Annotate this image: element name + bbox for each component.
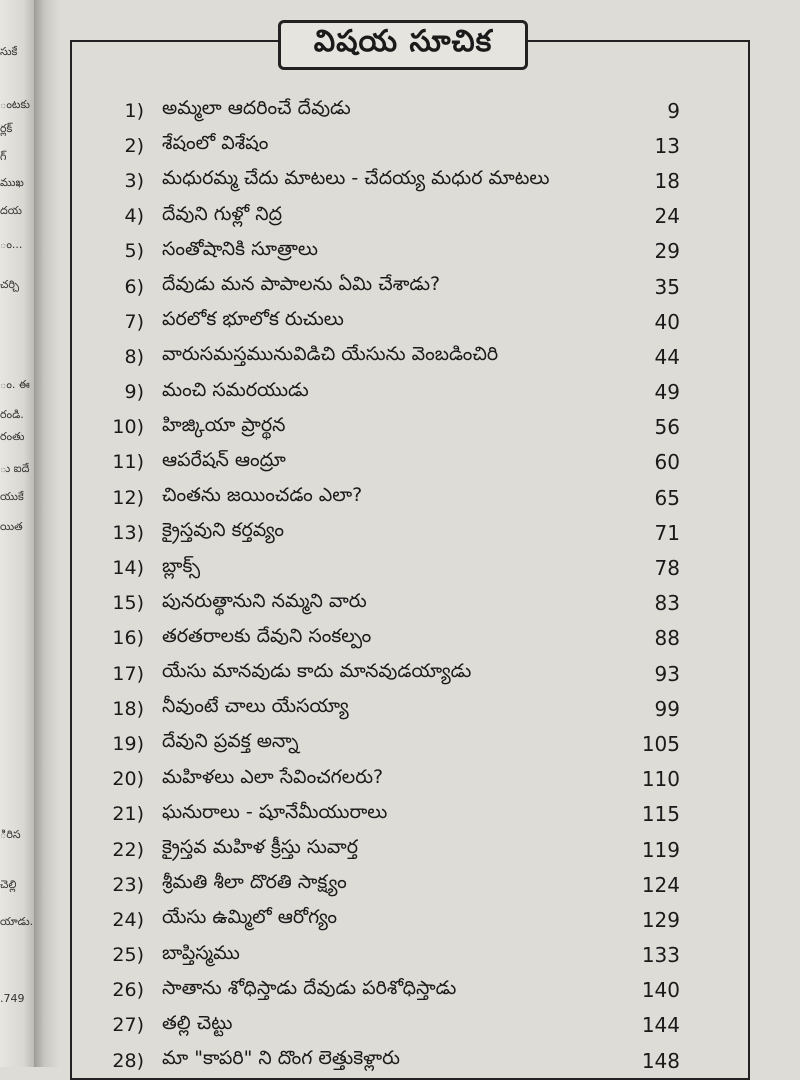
entry-number: 5) xyxy=(124,240,144,263)
entry-title: నీవుంటే చాలు యేసయ్యా xyxy=(162,695,349,718)
left-page-text-fragment: చెల్లి xyxy=(0,878,17,891)
entry-number: 24) xyxy=(112,908,144,931)
entry-title: బాప్తిస్మము xyxy=(162,941,240,964)
toc-entry xyxy=(100,832,680,867)
entry-title: బ్లాక్స్ xyxy=(162,554,201,577)
entry-page-number: 105 xyxy=(641,731,680,756)
toc-entry xyxy=(100,515,680,550)
entry-page-number: 71 xyxy=(654,520,680,545)
entry-title: మహిళలు ఎలా సేవించగలరు? xyxy=(162,765,384,788)
left-page-text-fragment: యిత xyxy=(0,520,23,533)
entry-title: హిజ్కియా ప్రార్థన xyxy=(162,413,286,436)
entry-number: 27) xyxy=(112,1014,144,1037)
entry-number: 26) xyxy=(112,979,144,1002)
toc-entry xyxy=(100,163,680,198)
left-page-text-fragment: ు ఐదే xyxy=(0,462,30,475)
toc-entry xyxy=(100,691,680,726)
entry-page-number: 83 xyxy=(654,591,680,616)
entry-page-number: 18 xyxy=(654,168,680,193)
entry-number: 1) xyxy=(124,99,144,122)
entry-title: మంచి సమరయుడు xyxy=(162,378,309,401)
toc-entry xyxy=(100,93,680,128)
toc-entry xyxy=(100,621,680,656)
toc-entry xyxy=(100,339,680,374)
entry-number: 20) xyxy=(112,768,144,791)
entry-title: అమ్మలా ఆదరించే దేవుడు xyxy=(162,97,351,120)
entry-page-number: 110 xyxy=(641,767,680,792)
left-page-text-fragment: చర్చి xyxy=(0,278,20,291)
toc-entry xyxy=(100,304,680,339)
left-page-text-fragment: యాడు. xyxy=(0,915,34,928)
entry-page-number: 40 xyxy=(654,309,680,334)
left-page-text-fragment: ిరిస xyxy=(0,828,21,841)
toc-title: విషయ సూచిక xyxy=(313,24,493,59)
toc-entry xyxy=(100,550,680,585)
entry-page-number: 29 xyxy=(654,239,680,264)
entry-number: 12) xyxy=(112,486,144,509)
entry-title: తల్లి చెట్టు xyxy=(162,1011,233,1034)
left-page-text-fragment: దయ xyxy=(0,204,22,217)
toc-entry xyxy=(100,902,680,937)
entry-page-number: 13 xyxy=(654,133,680,158)
entry-title: సంతోషానికి సూత్రాలు xyxy=(162,237,318,260)
entry-page-number: 35 xyxy=(654,274,680,299)
left-page-text-fragment: .749 xyxy=(0,992,25,1005)
toc-entry xyxy=(100,128,680,163)
toc-entry xyxy=(100,762,680,797)
entry-number: 18) xyxy=(112,697,144,720)
entry-number: 4) xyxy=(124,205,144,228)
entry-title: దేవుడు మన పాపాలను ఏమి చేశాడు? xyxy=(162,273,441,296)
entry-number: 13) xyxy=(112,521,144,544)
toc-entry xyxy=(100,269,680,304)
entry-page-number: 93 xyxy=(654,661,680,686)
left-page-text-fragment: రండి. xyxy=(0,408,24,421)
entry-title: యేసు ఉమ్మిలో ఆరోగ్యం xyxy=(162,906,338,929)
entry-title: శేషంలో విశేషం xyxy=(162,132,269,155)
left-page-text-fragment: ర్లక్ xyxy=(0,122,13,135)
entry-title: ఆపరేషన్ ఆంద్రూ xyxy=(162,448,286,471)
entry-title: మా "కాపరి" ని దొంగ లెత్తుకెళ్లారు xyxy=(162,1047,400,1070)
entry-page-number: 88 xyxy=(654,626,680,651)
entry-page-number: 56 xyxy=(654,415,680,440)
entry-number: 21) xyxy=(112,803,144,826)
toc-entry xyxy=(100,586,680,621)
entry-number: 23) xyxy=(112,873,144,896)
entry-number: 2) xyxy=(124,134,144,157)
entry-number: 15) xyxy=(112,592,144,615)
toc-entry xyxy=(100,797,680,832)
toc-entry xyxy=(100,1008,680,1043)
entry-title: క్రైస్తవ మహిళ క్రీస్తు సువార్త xyxy=(162,836,358,859)
entry-number: 3) xyxy=(124,169,144,192)
toc-entry xyxy=(100,1043,680,1078)
toc-title-box xyxy=(278,20,528,70)
entry-page-number: 148 xyxy=(641,1048,680,1073)
entry-page-number: 24 xyxy=(654,204,680,229)
entry-title: శ్రీమతి శీలా దొరతి సాక్ష్యం xyxy=(162,871,347,894)
entry-title: దేవుని ప్రవక్త అన్నా xyxy=(162,730,299,753)
entry-title: సాతాను శోధిస్తాడు దేవుడు పరిశోధిస్తాడు xyxy=(162,976,457,999)
left-page-text-fragment: ంటకు xyxy=(0,98,30,111)
entry-page-number: 140 xyxy=(641,978,680,1003)
toc-entry xyxy=(100,867,680,902)
entry-page-number: 49 xyxy=(654,380,680,405)
left-page-text-fragment: ం. ఈ xyxy=(0,378,30,391)
toc-entry xyxy=(100,656,680,691)
left-page-text-fragment: ముఖ xyxy=(0,176,24,189)
left-page-text-fragment: గ్ xyxy=(0,150,7,163)
book-gutter xyxy=(34,0,60,1067)
entry-title: తరతరాలకు దేవుని సంకల్పం xyxy=(162,624,372,647)
entry-page-number: 129 xyxy=(641,907,680,932)
entry-title: చింతను జయించడం ఎలా? xyxy=(162,484,363,507)
toc-entry xyxy=(100,199,680,234)
left-page-text-fragment: రంతు xyxy=(0,430,25,443)
entry-number: 14) xyxy=(112,557,144,580)
entry-page-number: 99 xyxy=(654,696,680,721)
entry-title: క్రైస్తవుని కర్తవ్యం xyxy=(162,519,284,542)
entry-title: ఘనురాలు - షూనేమీయురాలు xyxy=(162,800,388,823)
entry-number: 6) xyxy=(124,275,144,298)
left-page-text-fragment: సుకే xyxy=(0,45,18,58)
entry-page-number: 78 xyxy=(654,556,680,581)
entry-page-number: 65 xyxy=(654,485,680,510)
entry-page-number: 119 xyxy=(641,837,680,862)
entry-number: 16) xyxy=(112,627,144,650)
entry-title: వారుసమస్తమునువిడిచి యేసును వెంబడించిరి xyxy=(162,343,499,366)
toc-entry xyxy=(100,445,680,480)
toc-entry xyxy=(100,973,680,1008)
entry-number: 10) xyxy=(112,416,144,439)
entry-number: 28) xyxy=(112,1049,144,1072)
entry-page-number: 115 xyxy=(641,802,680,827)
toc-entry xyxy=(100,375,680,410)
entry-title: దేవుని గుళ్లో నిద్ర xyxy=(162,202,283,225)
entry-title: పరలోక భూలోక రుచులు xyxy=(162,308,344,331)
left-page-text-fragment: ం... xyxy=(0,238,23,251)
entry-number: 25) xyxy=(112,944,144,967)
entry-page-number: 124 xyxy=(641,872,680,897)
table-of-contents xyxy=(100,93,680,1078)
left-page-text-fragment: యుకే xyxy=(0,490,24,503)
toc-entry xyxy=(100,726,680,761)
entry-page-number: 133 xyxy=(641,943,680,968)
toc-entry xyxy=(100,480,680,515)
toc-entry xyxy=(100,234,680,269)
toc-entry xyxy=(100,938,680,973)
entry-number: 11) xyxy=(112,451,144,474)
entry-page-number: 44 xyxy=(654,344,680,369)
entry-page-number: 144 xyxy=(641,1013,680,1038)
entry-number: 9) xyxy=(124,381,144,404)
entry-number: 8) xyxy=(124,345,144,368)
entry-number: 17) xyxy=(112,662,144,685)
entry-page-number: 60 xyxy=(654,450,680,475)
toc-entry xyxy=(100,410,680,445)
entry-title: మధురమ్మ చేదు మాటలు - చేదయ్య మధుర మాటలు xyxy=(162,167,550,190)
entry-number: 7) xyxy=(124,310,144,333)
entry-number: 22) xyxy=(112,838,144,861)
entry-number: 19) xyxy=(112,732,144,755)
entry-page-number: 9 xyxy=(667,98,680,123)
entry-title: పునరుత్థానుని నమ్మని వారు xyxy=(162,589,367,612)
entry-title: యేసు మానవుడు కాదు మానవుడయ్యాడు xyxy=(162,660,472,683)
adjacent-left-page xyxy=(0,0,34,1067)
